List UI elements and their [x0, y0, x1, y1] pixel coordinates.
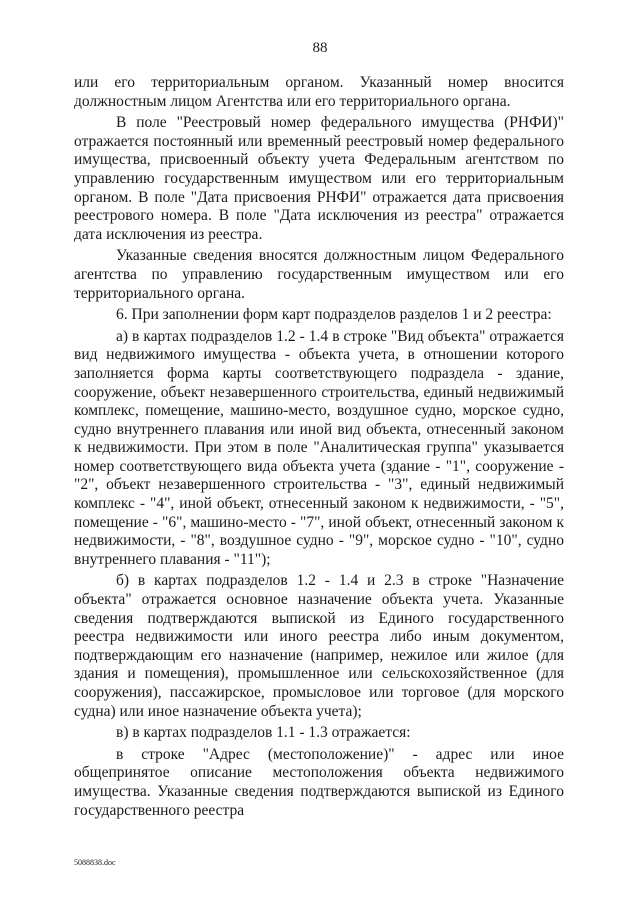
paragraph-address-field: в строке "Адрес (местоположение)" - адрес или иное общепринятое описание местоположения объекта недвижимого имущества. Указанные сведения подтверждаются выпиской из Единого государственного реестра	[74, 745, 564, 819]
paragraph-info-entry: Указанные сведения вносятся должностным лицом Федерального агентства по управлению государственным имуществом или его территориального органа.	[74, 247, 564, 302]
document-file-reference: 5088838.doc	[74, 858, 116, 867]
paragraph-item-c: в) в картах подразделов 1.1 - 1.3 отражается:	[116, 724, 411, 742]
paragraph-item-6: 6. При заполнении форм карт подразделов разделов 1 и 2 реестра:	[116, 306, 552, 324]
document-body	[74, 74, 564, 823]
paragraph-item-b: б) в картах подразделов 1.2 - 1.4 и 2.3 в строке "Назначение объекта" отражается основное назначение объекта учета. Указанные сведения подтверждаются выпиской из Единого государственного реестра недвижимости или иного реестра либо иным документом, подтверждающим его назначение (например, нежилое или жилое (для здания и помещения), промышленное или сельскохозяйственное (для сооружения), пассажирское, промысловое или торговое (для морского судна) или иное назначение объекта учета);	[74, 572, 564, 720]
paragraph-rnfi-field: В поле "Реестровый номер федерального имущества (РНФИ)" отражается постоянный или временный реестровый номер федерального имущества, присвоенный объекту учета Федеральным агентством по управлению государственным имуществом или его территориальным органом. В поле "Дата присвоения РНФИ" отражается дата присвоения реестрового номера. В поле "Дата исключения из реестра" отражается дата исключения из реестра.	[74, 114, 564, 243]
paragraph-item-a: а) в картах подразделов 1.2 - 1.4 в строке "Вид объекта" отражается вид недвижимого имущества - объекта учета, в отношении которого заполняется форма карты соответствующего подраздела - здание, сооружение, объект незавершенного строительства, единый недвижимый комплекс, помещение, машино-место, воздушное судно, морское судно, судно внутреннего плавания или иной вид объекта, отнесенный законом к недвижимости. При этом в поле "Аналитическая группа" указывается номер соответствующего вида объекта учета (здание - "1", сооружение - "2", объект незавершенного строительства - "3", единый недвижимый комплекс - "4", иной объект, отнесенный законом к недвижимости, - "5", помещение - "6", машино-место - "7", иной объект, отнесенный законом к недвижимости, - "8", воздушное судно - "9", морское судно - "10", судно внутреннего плавания - "11");	[74, 327, 564, 568]
page-number: 88	[312, 40, 328, 56]
paragraph-continuation: или его территориальным органом. Указанный номер вносится должностным лицом Агентства или его территориального органа.	[74, 74, 564, 110]
